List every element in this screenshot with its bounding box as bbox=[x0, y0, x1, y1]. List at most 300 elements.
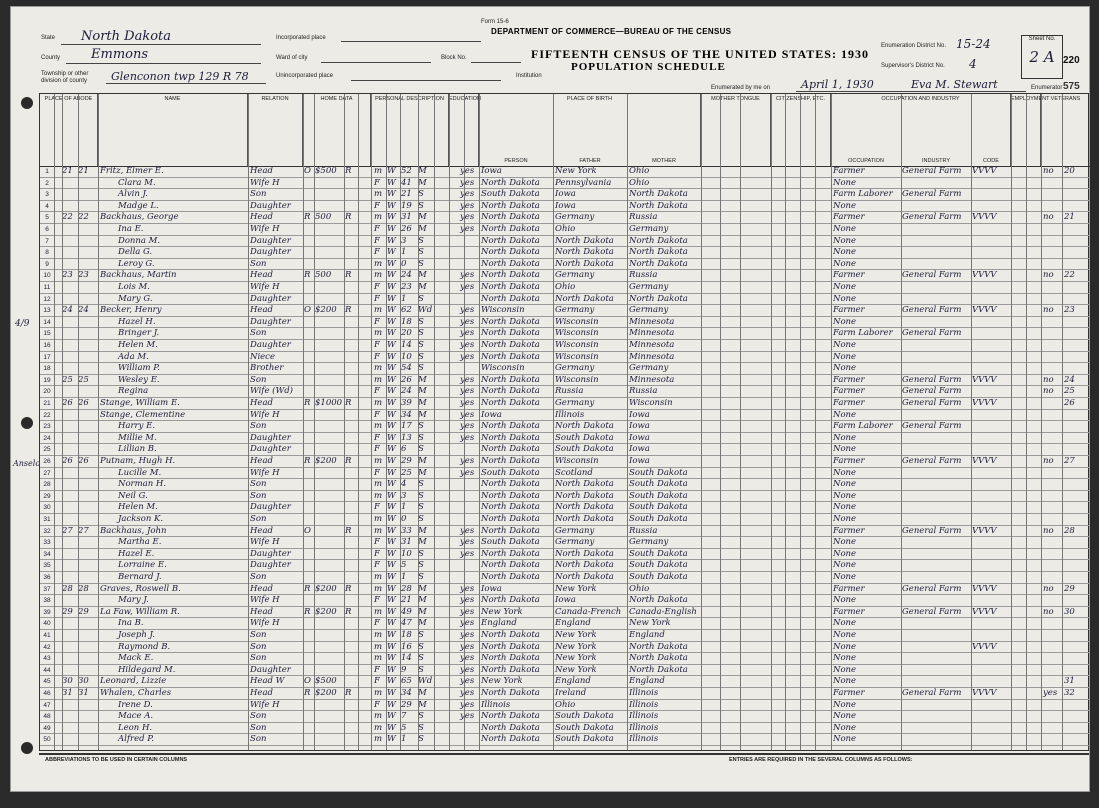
cell-race: W bbox=[387, 374, 396, 385]
cell-person-name: Donna M. bbox=[118, 235, 161, 246]
cell-occupation: Farmer bbox=[833, 270, 865, 281]
cell-birthplace-person: North Dakota bbox=[481, 502, 540, 513]
cell-sex: F bbox=[374, 224, 380, 234]
cell-sex: F bbox=[374, 444, 380, 455]
cell-relation: Head bbox=[250, 270, 273, 281]
cell-birthplace-mother: North Dakota bbox=[629, 235, 688, 246]
cell-birthplace-father: North Dakota bbox=[555, 490, 614, 501]
cell-education: yes bbox=[460, 432, 475, 443]
cell-birthplace-mother: South Dakota bbox=[629, 572, 688, 582]
cell-relation: Daughter bbox=[250, 200, 291, 211]
cell-sex: m bbox=[374, 641, 383, 652]
cell-row-number: 50 bbox=[43, 736, 51, 744]
cell-birthplace-father: North Dakota bbox=[555, 572, 614, 582]
column-group-relation: RELATION bbox=[248, 94, 303, 166]
table-row bbox=[40, 468, 1090, 480]
table-row bbox=[40, 201, 1090, 213]
cell-birthplace-mother: Illinois bbox=[629, 734, 659, 745]
cell-race: W bbox=[387, 688, 396, 698]
cell-birthplace-mother: Ohio bbox=[629, 583, 650, 594]
cell-sex: m bbox=[374, 583, 383, 594]
enumerator-name: Eva M. Stewart bbox=[911, 78, 998, 91]
cell-row-number: 23 bbox=[43, 423, 51, 431]
cell-row-number: 9 bbox=[45, 260, 49, 268]
cell-sex: m bbox=[374, 734, 383, 745]
cell-occupation: Farmer bbox=[833, 305, 865, 316]
cell-age: 10 bbox=[401, 351, 412, 362]
cell-occupation: None bbox=[833, 235, 857, 246]
cell-education: yes bbox=[460, 166, 475, 176]
cell-marital-status: S bbox=[418, 340, 424, 350]
cell-education: yes bbox=[460, 595, 475, 606]
cell-birthplace-father: Germany bbox=[555, 525, 595, 536]
cell-person-name: Lorraine E. bbox=[118, 560, 167, 571]
cell-person-name: Bringer J. bbox=[118, 328, 160, 339]
cell-race: W bbox=[387, 711, 396, 722]
table-row bbox=[40, 502, 1090, 514]
cell-birthplace-father: Germany bbox=[555, 363, 595, 374]
cell-age: 65 bbox=[401, 676, 412, 687]
cell-occupation-code: VVVV bbox=[972, 166, 997, 176]
cell-person-name: Millie M. bbox=[118, 432, 157, 443]
cell-marital-status: M bbox=[418, 688, 427, 698]
cell-birthplace-mother: South Dakota bbox=[629, 514, 688, 524]
cell-occupation: Farmer bbox=[833, 525, 865, 536]
cell-age: 31 bbox=[401, 537, 412, 548]
cell-education: yes bbox=[460, 688, 475, 698]
cell-home-value: $500 bbox=[315, 166, 337, 176]
cell-sex: F bbox=[374, 282, 380, 292]
cell-occupation: None bbox=[833, 351, 857, 362]
cell-birthplace-mother: Iowa bbox=[629, 456, 650, 466]
cell-occupation: None bbox=[833, 258, 857, 269]
cell-home-owned: R bbox=[304, 456, 311, 466]
cell-person-name: Backhaus, Martin bbox=[100, 270, 177, 281]
cell-age: 24 bbox=[401, 270, 412, 281]
cell-age: 5 bbox=[401, 560, 407, 571]
cell-birthplace-mother: Germany bbox=[629, 363, 669, 374]
cell-marital-status: S bbox=[418, 316, 424, 327]
cell-marital-status: Wd bbox=[418, 305, 433, 316]
cell-marital-status: S bbox=[418, 247, 424, 258]
cell-race: W bbox=[387, 664, 396, 675]
cell-birthplace-person: North Dakota bbox=[481, 548, 540, 559]
cell-person-name: Madge L. bbox=[118, 200, 159, 211]
cell-person-name: Alvin J. bbox=[118, 189, 149, 200]
cell-birthplace-mother: North Dakota bbox=[629, 653, 688, 664]
cell-person-name: Leonard, Lizzie bbox=[100, 676, 167, 687]
cell-marital-status: S bbox=[418, 502, 424, 513]
column-group-education: EDUCATION bbox=[449, 94, 479, 166]
cell-veteran: no bbox=[1043, 374, 1054, 385]
cell-row-number: 24 bbox=[43, 434, 51, 442]
cell-row-number: 2 bbox=[45, 179, 49, 187]
cell-birthplace-person: North Dakota bbox=[481, 340, 540, 350]
cell-education: yes bbox=[460, 200, 475, 211]
cell-row-number: 40 bbox=[43, 620, 51, 628]
cell-marital-status: S bbox=[418, 421, 424, 432]
cell-birthplace-person: North Dakota bbox=[481, 351, 540, 362]
cell-birthplace-person: North Dakota bbox=[481, 374, 540, 385]
cell-education: yes bbox=[460, 351, 475, 362]
table-row bbox=[40, 328, 1090, 340]
cell-relation: Daughter bbox=[250, 316, 291, 327]
cell-industry: General Farm bbox=[902, 270, 962, 281]
block-label: Block No. bbox=[441, 55, 467, 61]
cell-race: W bbox=[387, 305, 396, 316]
cell-birthplace-father: South Dakota bbox=[555, 734, 614, 745]
township-label: Township or other division of county bbox=[41, 71, 89, 84]
form-number: Form 15-6 bbox=[481, 19, 509, 25]
cell-sex: F bbox=[374, 595, 380, 606]
cell-birthplace-father: North Dakota bbox=[555, 247, 614, 258]
cell-age: 6 bbox=[401, 444, 407, 455]
table-row bbox=[40, 526, 1090, 538]
cell-occupation: Farmer bbox=[833, 606, 865, 617]
cell-age: 1 bbox=[401, 502, 407, 513]
punch-hole-icon bbox=[21, 742, 33, 754]
cell-sex: m bbox=[374, 398, 383, 408]
cell-race: W bbox=[387, 386, 396, 397]
cell-family-number: 26 bbox=[78, 398, 89, 408]
cell-birthplace-mother: Minnesota bbox=[629, 328, 675, 339]
cell-birthplace-person: North Dakota bbox=[481, 456, 540, 466]
cell-row-ref: 32 bbox=[1064, 688, 1075, 698]
table-row bbox=[40, 700, 1090, 712]
cell-sex: m bbox=[374, 305, 383, 316]
cell-person-name: Irene D. bbox=[118, 699, 153, 710]
cell-birthplace-father: New York bbox=[555, 641, 597, 652]
cell-relation: Brother bbox=[250, 363, 284, 374]
cell-birthplace-father: Germany bbox=[555, 537, 595, 548]
cell-marital-status: M bbox=[418, 618, 427, 629]
cell-birthplace-father: Illinois bbox=[555, 409, 585, 420]
cell-age: 29 bbox=[401, 456, 412, 466]
enumerated-date: April 1, 1930 bbox=[801, 78, 874, 91]
cell-marital-status: M bbox=[418, 699, 427, 710]
cell-birthplace-mother: Russia bbox=[629, 270, 658, 281]
cell-age: 54 bbox=[401, 363, 412, 374]
cell-occupation: None bbox=[833, 363, 857, 374]
cell-sex: m bbox=[374, 490, 383, 501]
ward-label: Ward of city bbox=[276, 55, 308, 61]
cell-race: W bbox=[387, 444, 396, 455]
cell-sex: F bbox=[374, 502, 380, 513]
cell-family-number: 29 bbox=[78, 606, 89, 617]
cell-row-number: 30 bbox=[43, 504, 51, 512]
table-row bbox=[40, 294, 1090, 306]
table-row bbox=[40, 305, 1090, 317]
cell-row-number: 11 bbox=[43, 284, 51, 291]
cell-race: W bbox=[387, 548, 396, 559]
cell-person-name: Ada M. bbox=[118, 351, 149, 362]
table-row bbox=[40, 734, 1090, 746]
cell-person-name: Stange, Clementine bbox=[100, 409, 186, 420]
table-row bbox=[40, 433, 1090, 445]
cell-race: W bbox=[387, 583, 396, 594]
cell-row-number: 48 bbox=[43, 713, 51, 721]
institution-label: Institution bbox=[516, 73, 542, 79]
cell-race: W bbox=[387, 282, 396, 292]
cell-sex: F bbox=[374, 247, 380, 258]
cell-birthplace-person: South Dakota bbox=[481, 189, 540, 200]
cell-birthplace-person: North Dakota bbox=[481, 328, 540, 339]
cell-sex: F bbox=[374, 699, 380, 710]
cell-home-owned: R bbox=[304, 583, 311, 594]
cell-veteran: no bbox=[1043, 166, 1054, 176]
cell-dwelling-number: 31 bbox=[62, 688, 73, 698]
cell-marital-status: M bbox=[418, 270, 427, 281]
cell-relation: Head bbox=[250, 525, 273, 536]
cell-home-value: $200 bbox=[315, 606, 337, 617]
cell-person-name: Raymond B. bbox=[118, 641, 171, 652]
cell-occupation: Farmer bbox=[833, 386, 865, 397]
cell-family-number: 28 bbox=[78, 583, 89, 594]
cell-race: W bbox=[387, 537, 396, 548]
cell-marital-status: S bbox=[418, 189, 424, 200]
cell-birthplace-father: Iowa bbox=[555, 200, 576, 211]
cell-occupation: None bbox=[833, 548, 857, 559]
cell-birthplace-person: North Dakota bbox=[481, 444, 540, 455]
column-group-citizenship: CITIZENSHIP, ETC. bbox=[771, 94, 831, 166]
cell-marital-status: S bbox=[418, 444, 424, 455]
cell-education: yes bbox=[460, 711, 475, 722]
cell-education: yes bbox=[460, 456, 475, 466]
table-row bbox=[40, 270, 1090, 282]
cell-row-number: 35 bbox=[43, 562, 51, 570]
cell-occupation-code: VVVV bbox=[972, 270, 997, 281]
cell-home-value: $200 bbox=[315, 583, 337, 594]
cell-sex: F bbox=[374, 467, 380, 478]
cell-birthplace-mother: Illinois bbox=[629, 722, 659, 733]
cell-occupation: Farm Laborer bbox=[833, 328, 893, 339]
entries-heading: ENTRIES ARE REQUIRED IN THE SEVERAL COLUMNS AS FOLLOWS: bbox=[729, 757, 913, 763]
cell-birthplace-father: South Dakota bbox=[555, 711, 614, 722]
cell-row-number: 28 bbox=[43, 481, 51, 489]
column-group-home-data: HOME DATA bbox=[303, 94, 371, 166]
cell-birthplace-father: North Dakota bbox=[555, 293, 614, 304]
cell-dwelling-number: 30 bbox=[62, 676, 73, 687]
cell-birthplace-person: Wisconsin bbox=[481, 305, 525, 316]
cell-birthplace-father: South Dakota bbox=[555, 444, 614, 455]
cell-industry: General Farm bbox=[902, 166, 962, 176]
cell-education: yes bbox=[460, 270, 475, 281]
cell-occupation: None bbox=[833, 676, 857, 687]
cell-marital-status: S bbox=[418, 200, 424, 211]
cell-home-value: 500 bbox=[315, 212, 332, 223]
cell-relation: Daughter bbox=[250, 432, 291, 443]
cell-row-number: 37 bbox=[43, 585, 51, 593]
cell-relation: Daughter bbox=[250, 235, 291, 246]
cell-birthplace-person: South Dakota bbox=[481, 467, 540, 478]
abbreviations-heading: ABBREVIATIONS TO BE USED IN CERTAIN COLUMNS bbox=[45, 757, 188, 763]
cell-sex: F bbox=[374, 618, 380, 629]
cell-home-owned: O bbox=[304, 525, 311, 536]
cell-farm-flag: R bbox=[345, 688, 352, 698]
cell-person-name: La Faw, William R. bbox=[100, 606, 180, 617]
cell-race: W bbox=[387, 247, 396, 258]
cell-education: yes bbox=[460, 282, 475, 292]
cell-birthplace-father: New York bbox=[555, 166, 597, 176]
cell-race: W bbox=[387, 653, 396, 664]
cell-occupation: None bbox=[833, 572, 857, 582]
cell-birthplace-person: North Dakota bbox=[481, 421, 540, 432]
column-group-occupation bbox=[831, 94, 1011, 166]
cell-relation: Head W bbox=[250, 676, 285, 687]
column-group-employment: EMPLOYMENT bbox=[1011, 94, 1041, 166]
cell-row-ref: 26 bbox=[1064, 398, 1075, 408]
cell-education: yes bbox=[460, 177, 475, 188]
table-row bbox=[40, 572, 1090, 584]
cell-education: yes bbox=[460, 374, 475, 385]
cell-row-number: 22 bbox=[43, 411, 51, 419]
cell-birthplace-person: South Dakota bbox=[481, 537, 540, 548]
cell-sex: m bbox=[374, 606, 383, 617]
cell-race: W bbox=[387, 340, 396, 350]
cell-home-value: $500 bbox=[315, 676, 337, 687]
cell-birthplace-person: North Dakota bbox=[481, 688, 540, 698]
cell-education: yes bbox=[460, 699, 475, 710]
cell-person-name: Della G. bbox=[118, 247, 153, 258]
cell-birthplace-person: North Dakota bbox=[481, 479, 540, 490]
cell-person-name: Mace A. bbox=[118, 711, 154, 722]
cell-birthplace-mother: North Dakota bbox=[629, 293, 688, 304]
cell-sex: F bbox=[374, 316, 380, 327]
township-value: Glenconon twp 129 R 78 bbox=[111, 70, 249, 83]
cell-row-number: 12 bbox=[43, 295, 51, 303]
cell-birthplace-father: Scotland bbox=[555, 467, 593, 478]
cell-birthplace-mother: North Dakota bbox=[629, 595, 688, 606]
industry-sub-heading: INDUSTRY bbox=[921, 158, 950, 164]
cell-age: 18 bbox=[401, 630, 412, 640]
cell-occupation: None bbox=[833, 224, 857, 234]
cell-birthplace-person: North Dakota bbox=[481, 282, 540, 292]
cell-row-number: 49 bbox=[43, 724, 51, 732]
cell-relation: Wife H bbox=[250, 177, 280, 188]
cell-birthplace-person: Illinois bbox=[481, 699, 511, 710]
cell-industry: General Farm bbox=[902, 386, 962, 397]
cell-home-owned: O bbox=[304, 305, 311, 316]
cell-birthplace-father: Ohio bbox=[555, 282, 576, 292]
cell-age: 16 bbox=[401, 641, 412, 652]
cell-marital-status: S bbox=[418, 630, 424, 640]
cell-occupation: None bbox=[833, 316, 857, 327]
cell-occupation: None bbox=[833, 722, 857, 733]
cell-family-number: 31 bbox=[78, 688, 89, 698]
cell-education: yes bbox=[460, 537, 475, 548]
table-row bbox=[40, 398, 1090, 410]
cell-sex: m bbox=[374, 688, 383, 698]
cell-race: W bbox=[387, 351, 396, 362]
cell-education: yes bbox=[460, 630, 475, 640]
schedule-title: POPULATION SCHEDULE bbox=[571, 61, 726, 73]
cell-marital-status: S bbox=[418, 560, 424, 571]
cell-occupation: None bbox=[833, 293, 857, 304]
cell-home-owned: R bbox=[304, 688, 311, 698]
cell-birthplace-mother: South Dakota bbox=[629, 467, 688, 478]
cell-family-number: 21 bbox=[78, 166, 89, 176]
cell-sex: m bbox=[374, 258, 383, 269]
cell-race: W bbox=[387, 189, 396, 200]
cell-sex: m bbox=[374, 212, 383, 223]
table-row bbox=[40, 607, 1090, 619]
cell-row-number: 21 bbox=[43, 400, 51, 407]
cell-age: 1 bbox=[401, 293, 407, 304]
cell-row-number: 14 bbox=[43, 318, 51, 326]
cell-person-name: Neil G. bbox=[118, 490, 148, 501]
page-stamp-secondary: 575 bbox=[1063, 81, 1080, 92]
cell-age: 1 bbox=[401, 247, 407, 258]
cell-industry bbox=[902, 676, 970, 688]
cell-occupation: Farmer bbox=[833, 688, 865, 698]
cell-education: yes bbox=[460, 316, 475, 327]
cell-occupation: None bbox=[833, 653, 857, 664]
cell-race: W bbox=[387, 328, 396, 339]
table-row bbox=[40, 479, 1090, 491]
cell-veteran: yes bbox=[1043, 688, 1058, 698]
column-group-mother-tongue: MOTHER TONGUE bbox=[701, 94, 771, 166]
cell-marital-status: S bbox=[418, 722, 424, 733]
cell-marital-status: S bbox=[418, 490, 424, 501]
cell-person-name: Ina B. bbox=[118, 618, 144, 629]
cell-home-value: $200 bbox=[315, 688, 337, 698]
cell-relation: Son bbox=[250, 653, 267, 664]
cell-marital-status: M bbox=[418, 409, 427, 420]
cell-age: 29 bbox=[401, 699, 412, 710]
cell-farm-flag: R bbox=[345, 166, 352, 176]
cell-birthplace-mother: Ohio bbox=[629, 177, 650, 188]
cell-occupation: None bbox=[833, 282, 857, 292]
cell-relation: Wife H bbox=[250, 224, 280, 234]
cell-home-owned: R bbox=[304, 606, 311, 617]
cell-age: 62 bbox=[401, 305, 412, 316]
table-row bbox=[40, 363, 1090, 375]
cell-industry: General Farm bbox=[902, 525, 962, 536]
cell-sex: m bbox=[374, 630, 383, 640]
cell-birthplace-person: North Dakota bbox=[481, 572, 540, 582]
cell-birthplace-mother: South Dakota bbox=[629, 502, 688, 513]
cell-row-ref: 30 bbox=[1064, 606, 1075, 617]
cell-occupation: Farmer bbox=[833, 212, 865, 223]
table-row bbox=[40, 711, 1090, 723]
cell-row-number: 41 bbox=[43, 632, 51, 639]
cell-education: yes bbox=[460, 618, 475, 629]
cell-sex: m bbox=[374, 653, 383, 664]
cell-marital-status: S bbox=[418, 432, 424, 443]
table-row bbox=[40, 178, 1090, 190]
cell-veteran: no bbox=[1043, 305, 1054, 316]
cell-veteran: no bbox=[1043, 456, 1054, 466]
cell-relation: Wife H bbox=[250, 537, 280, 548]
cell-home-owned: R bbox=[304, 398, 311, 408]
cell-row-number: 32 bbox=[43, 527, 51, 535]
table-row bbox=[40, 618, 1090, 630]
cell-row-number: 43 bbox=[43, 655, 51, 663]
cell-industry: General Farm bbox=[902, 305, 962, 316]
cell-birthplace-father: Ohio bbox=[555, 699, 576, 710]
cell-race: W bbox=[387, 456, 396, 466]
cell-birthplace-mother: Minnesota bbox=[629, 340, 675, 350]
cell-birthplace-person: North Dakota bbox=[481, 595, 540, 606]
cell-industry: General Farm bbox=[902, 328, 962, 339]
cell-occupation: None bbox=[833, 514, 857, 524]
cell-race: W bbox=[387, 618, 396, 629]
cell-relation: Daughter bbox=[250, 548, 291, 559]
cell-sex: F bbox=[374, 235, 380, 246]
table-row bbox=[40, 549, 1090, 561]
cell-relation: Daughter bbox=[250, 664, 291, 675]
cell-home-owned: O bbox=[304, 166, 311, 176]
